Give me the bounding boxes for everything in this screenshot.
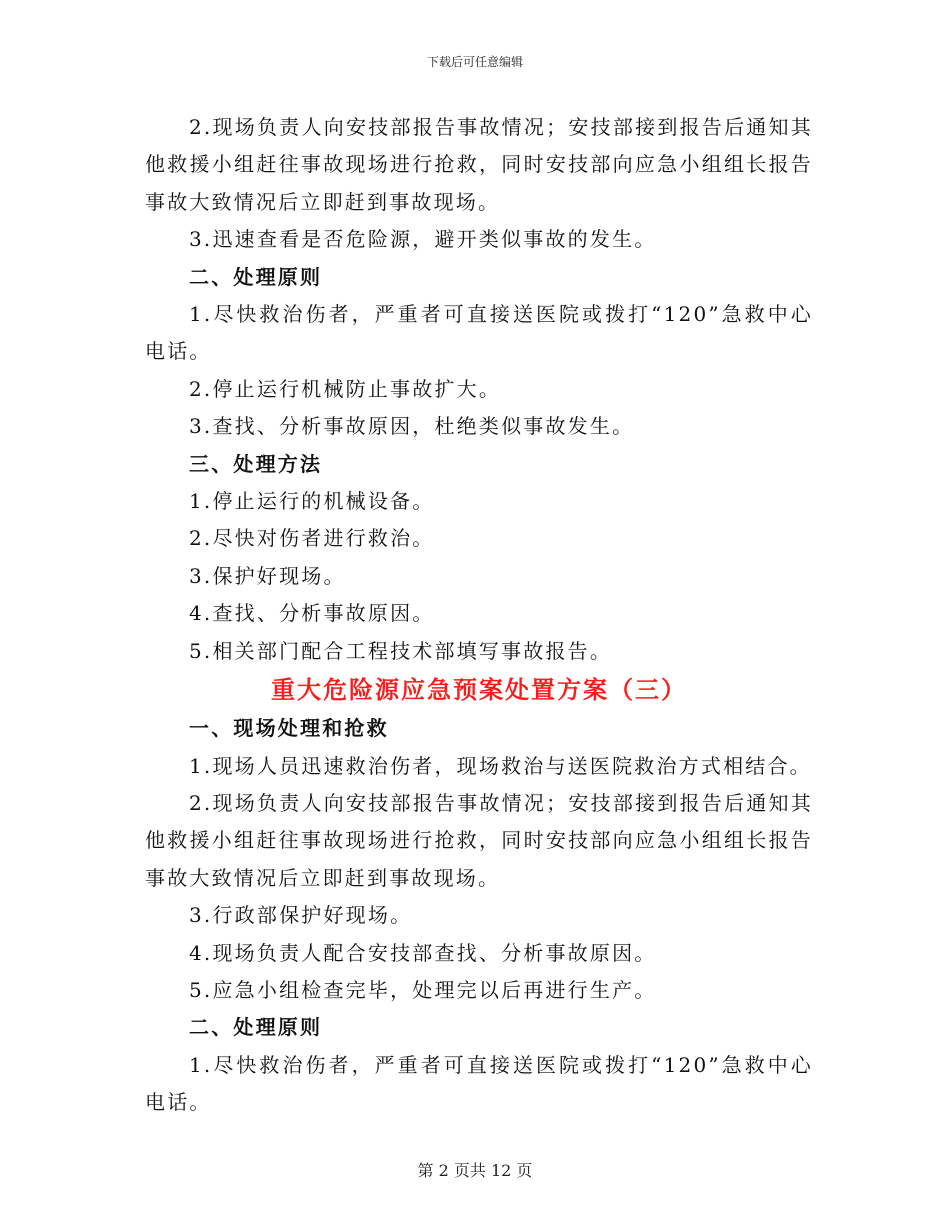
paragraph: 4.现场负责人配合安技部查找、分析事故原因。 [189,940,657,965]
section-heading: 三、处理方法 [189,451,323,476]
document-title: 重大危险源应急预案处置方案（三） [271,675,687,705]
section-heading: 二、处理原则 [189,1015,323,1040]
paragraph: 3.行政部保护好现场。 [189,903,413,928]
header-note: 下载后可任意编辑 [426,55,523,69]
paragraph: 4.查找、分析事故原因。 [189,601,435,626]
section-heading: 一、现场处理和抢救 [189,716,389,741]
paragraph: 5.应急小组检查完毕，处理完以后再进行生产。 [189,977,657,1002]
paragraph: 3.保护好现场。 [189,563,346,588]
paragraph: 5.相关部门配合工程技术部填写事故报告。 [189,638,613,663]
paragraph: 3.迅速查看是否危险源，避开类似事故的发生。 [189,227,657,252]
paragraph: 1.现场人员迅速救治伤者，现场救治与送医院救治方式相结合。 [189,753,812,778]
paragraph: 2.尽快对伤者进行救治。 [189,526,435,551]
paragraph: 3.查找、分析事故原因，杜绝类似事故发生。 [189,414,635,439]
document-body [145,109,813,1122]
paragraph: 1.尽快救治伤者，严重者可直接送医院或拨打“120”急救中心电话。 [145,302,813,364]
paragraph: 2.停止运行机械防止事故扩大。 [189,376,502,401]
paragraph: 1.尽快救治伤者，严重者可直接送医院或拨打“120”急救中心电话。 [145,1052,813,1115]
paragraph: 2.现场负责人向安技部报告事故情况；安技部接到报告后通知其他救援小组赶往事故现场进行抢救，同时安技部向应急小组组长报告事故大致情况后立即赶到事故现场。 [145,115,813,214]
section-heading: 二、处理原则 [189,264,323,289]
page-number: 第 2 页共 12 页 [417,1161,533,1180]
paragraph: 2.现场负责人向安技部报告事故情况；安技部接到报告后通知其他救援小组赶往事故现场进行抢救，同时安技部向应急小组组长报告事故大致情况后立即赶到事故现场。 [145,790,813,890]
paragraph: 1.停止运行的机械设备。 [189,489,435,514]
